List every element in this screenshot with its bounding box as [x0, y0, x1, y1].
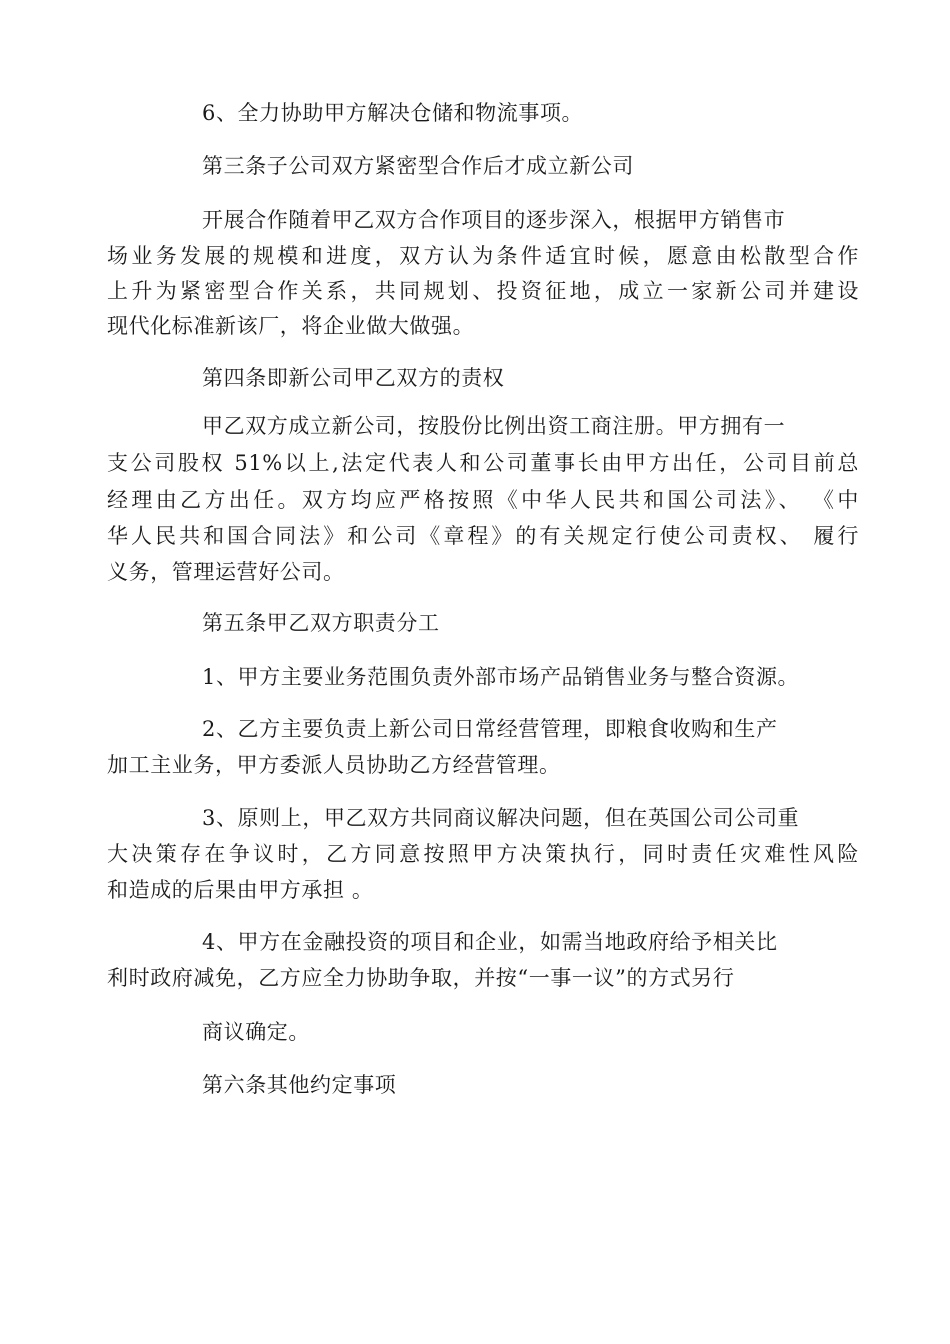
article-3-paragraph-line-1: 开展合作随着甲乙双方合作项目的逐步深入，根据甲方销售市	[202, 208, 786, 232]
article-5-item-1: 1、甲方主要业务范围负责外部市场产品销售业务与整合资源。	[202, 665, 800, 689]
article-5-heading: 第五条甲乙双方职责分工	[202, 611, 440, 635]
article-5-item-2-line-1: 2、乙方主要负责上新公司日常经营管理，即粮食收购和生产	[202, 717, 778, 741]
article-5-item-4-line-2: 利时政府减免，乙方应全力协助争取，并按“一事一议”的方式另行	[107, 966, 735, 990]
article-4-heading: 第四条即新公司甲乙双方的责权	[202, 366, 505, 390]
article-4-paragraph-line-1: 甲乙双方成立新公司，按股份比例出资工商注册。甲方拥有一	[202, 414, 786, 438]
article-5-item-4-line-3: 商议确定。	[202, 1020, 310, 1044]
article-5-item-3-line-2: 大决策存在争议时，乙方同意按照甲方决策执行，同时责任灾难性风险	[107, 842, 859, 866]
article-3-paragraph-line-2: 场业务发展的规模和进度，双方认为条件适宜时候，愿意由松散型合作	[107, 244, 859, 268]
article-6-heading: 第六条其他约定事项	[202, 1073, 397, 1097]
article-4-paragraph-line-3: 经理由乙方出任。双方均应严格按照《中华人民共和国公司法》、 《中	[107, 488, 859, 512]
article-3-paragraph-line-3: 上升为紧密型合作关系，共同规划、投资征地，成立一家新公司并建设	[107, 279, 859, 303]
article-3-heading: 第三条子公司双方紧密型合作后才成立新公司	[202, 154, 634, 178]
article-5-item-2-line-2: 加工主业务，甲方委派人员协助乙方经营管理。	[107, 753, 561, 777]
article-5-item-4-line-1: 4、甲方在金融投资的项目和企业，如需当地政府给予相关比	[202, 930, 778, 954]
text-line-item-6: 6、全力协助甲方解决仓储和物流事项。	[202, 101, 584, 125]
article-4-paragraph-line-2: 支公司股权 51%以上,法定代表人和公司董事长由甲方出任，公司目前总	[107, 451, 859, 475]
article-3-paragraph-line-4: 现代化标准新该厂，将企业做大做强。	[107, 314, 475, 338]
article-4-paragraph-line-5: 义务，管理运营好公司。	[107, 560, 345, 584]
article-5-item-3-line-1: 3、原则上，甲乙双方共同商议解决问题，但在英国公司公司重	[202, 806, 800, 830]
article-4-paragraph-line-4: 华人民共和国合同法》和公司《章程》的有关规定行使公司责权、 履行	[107, 524, 859, 548]
article-5-item-3-line-3: 和造成的后果由甲方承担 。	[107, 878, 374, 902]
